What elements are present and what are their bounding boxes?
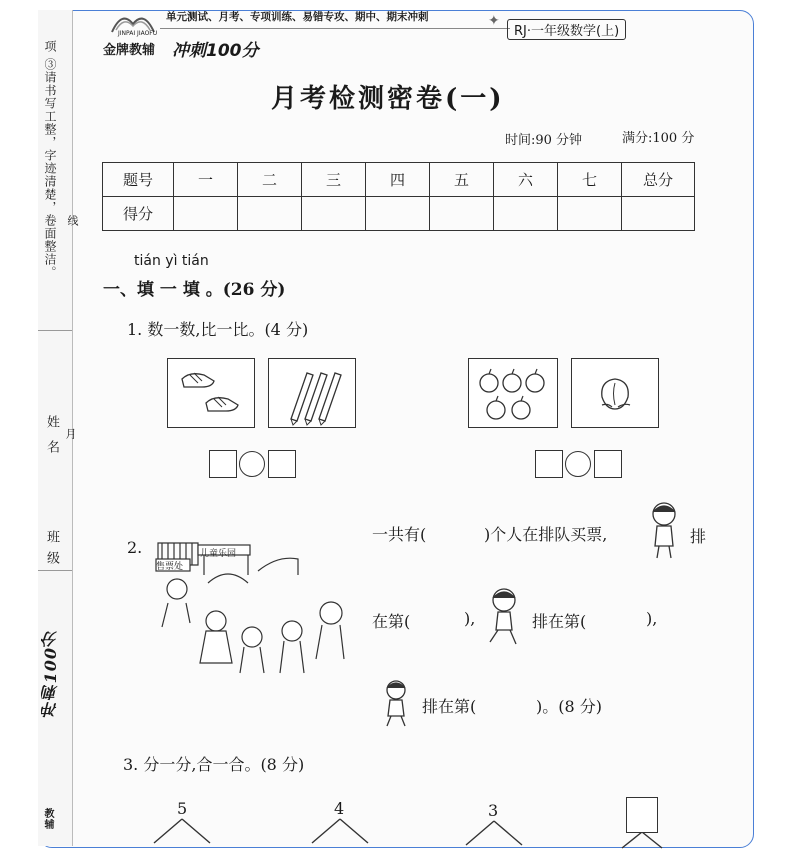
sparkle-icon: ✦ bbox=[488, 13, 500, 29]
pencils-picture bbox=[268, 358, 356, 428]
binding-divider bbox=[38, 330, 72, 331]
running-boy-icon bbox=[484, 586, 522, 648]
q2-line3-b: )。(8 分) bbox=[536, 697, 602, 716]
q2-line2-d: ), bbox=[646, 609, 658, 628]
number-bond-branches bbox=[606, 832, 686, 852]
score-input-cell[interactable] bbox=[430, 197, 494, 231]
table-row bbox=[103, 163, 695, 197]
q2-line2-b: ), bbox=[464, 609, 476, 628]
apples-icon bbox=[469, 359, 557, 427]
score-input-cell[interactable] bbox=[174, 197, 238, 231]
q2-blank-position-3[interactable] bbox=[490, 708, 534, 710]
table-cell: 一 bbox=[174, 163, 238, 197]
small-boy-icon bbox=[378, 678, 414, 728]
score-table bbox=[102, 162, 695, 231]
binding-brand: 教辅 bbox=[42, 808, 53, 830]
park-sign: 儿童乐园 bbox=[200, 549, 237, 559]
answer-box[interactable] bbox=[535, 450, 563, 478]
book-title: 冲刺100分 bbox=[172, 41, 259, 61]
score-input-cell[interactable] bbox=[622, 197, 695, 231]
queue-scene-illustration bbox=[148, 535, 348, 687]
table-cell: 七 bbox=[558, 163, 622, 197]
binding-class-label: 班级 bbox=[44, 530, 59, 572]
score-input-cell[interactable] bbox=[494, 197, 558, 231]
brand-name: 金牌教辅 bbox=[103, 43, 156, 58]
score-input-cell[interactable] bbox=[366, 197, 430, 231]
q2-line2-a: 在第( bbox=[372, 612, 411, 631]
boy-figure-icon bbox=[645, 500, 683, 562]
table-cell: 六 bbox=[494, 163, 558, 197]
number-bond-answer-box[interactable] bbox=[626, 797, 658, 833]
table-row bbox=[103, 197, 695, 231]
table-cell: 题号 bbox=[103, 163, 174, 197]
grade-badge: RJ·一年级数学(上) bbox=[507, 19, 626, 40]
binding-book-title: 冲刺100分 bbox=[41, 630, 60, 718]
table-cell: 五 bbox=[430, 163, 494, 197]
number-bond-branches bbox=[308, 817, 388, 847]
table-cell: 总分 bbox=[622, 163, 695, 197]
number-bond-top: 5 bbox=[177, 799, 188, 818]
q2-line2-c: 排在第( bbox=[532, 612, 587, 631]
number-bond-top: 3 bbox=[488, 801, 499, 820]
apples-picture bbox=[468, 358, 558, 428]
number-bond-branches bbox=[462, 819, 542, 849]
header-rule bbox=[160, 28, 510, 29]
q2-line1-c: 排 bbox=[690, 527, 707, 546]
ticket-office-sign: 售票处 bbox=[156, 562, 184, 572]
pencils-icon bbox=[269, 359, 355, 427]
series-text: 单元测试、月考、专项训练、易错专攻、期中、期末冲刺 bbox=[166, 11, 429, 23]
answer-box[interactable] bbox=[209, 450, 237, 478]
answer-box[interactable] bbox=[268, 450, 296, 478]
q2-line1-b: )个人在排队买票, bbox=[484, 525, 608, 544]
question-2-number: 2. bbox=[127, 538, 143, 557]
section-pinyin: tián yì tián bbox=[134, 253, 209, 269]
number-bond-top: 4 bbox=[334, 799, 345, 818]
binding-line-label: 线 bbox=[66, 215, 79, 227]
q2-blank-position-1[interactable] bbox=[420, 622, 464, 624]
peach-icon bbox=[572, 359, 658, 427]
page-title: 月考检测密卷(一) bbox=[271, 84, 505, 114]
number-bond-branches bbox=[150, 817, 230, 847]
table-cell: 得分 bbox=[103, 197, 174, 231]
q2-blank-total[interactable] bbox=[440, 536, 484, 538]
peach-picture bbox=[571, 358, 659, 428]
question-1-text: 1. 数一数,比一比。(4 分) bbox=[127, 320, 309, 339]
binding-name-label: 姓名 bbox=[44, 415, 59, 465]
shoes-icon bbox=[168, 359, 254, 427]
shoes-picture bbox=[167, 358, 255, 428]
table-cell: 二 bbox=[238, 163, 302, 197]
q2-blank-position-2[interactable] bbox=[600, 622, 644, 624]
exam-full-score: 满分:100 分 bbox=[622, 131, 695, 146]
table-cell: 三 bbox=[302, 163, 366, 197]
section-heading: 一、填 一 填 。(26 分) bbox=[103, 280, 286, 300]
binding-instructions: 项 ③请书写工整，字迹清楚，卷面整洁。 bbox=[43, 40, 57, 279]
q2-line1-a: 一共有( bbox=[372, 525, 427, 544]
score-input-cell[interactable] bbox=[238, 197, 302, 231]
brand-small: JINPAI JIAOFU bbox=[118, 30, 158, 37]
score-input-cell[interactable] bbox=[558, 197, 622, 231]
exam-time: 时间:90 分钟 bbox=[505, 133, 583, 148]
score-input-cell[interactable] bbox=[302, 197, 366, 231]
compare-circle[interactable] bbox=[565, 451, 591, 477]
answer-box[interactable] bbox=[594, 450, 622, 478]
binding-divider bbox=[38, 570, 72, 571]
table-cell: 四 bbox=[366, 163, 430, 197]
compare-circle[interactable] bbox=[239, 451, 265, 477]
binding-month-label: 月 bbox=[64, 428, 77, 440]
question-3-text: 3. 分一分,合一合。(8 分) bbox=[123, 755, 305, 774]
q2-line3-a: 排在第( bbox=[422, 697, 477, 716]
